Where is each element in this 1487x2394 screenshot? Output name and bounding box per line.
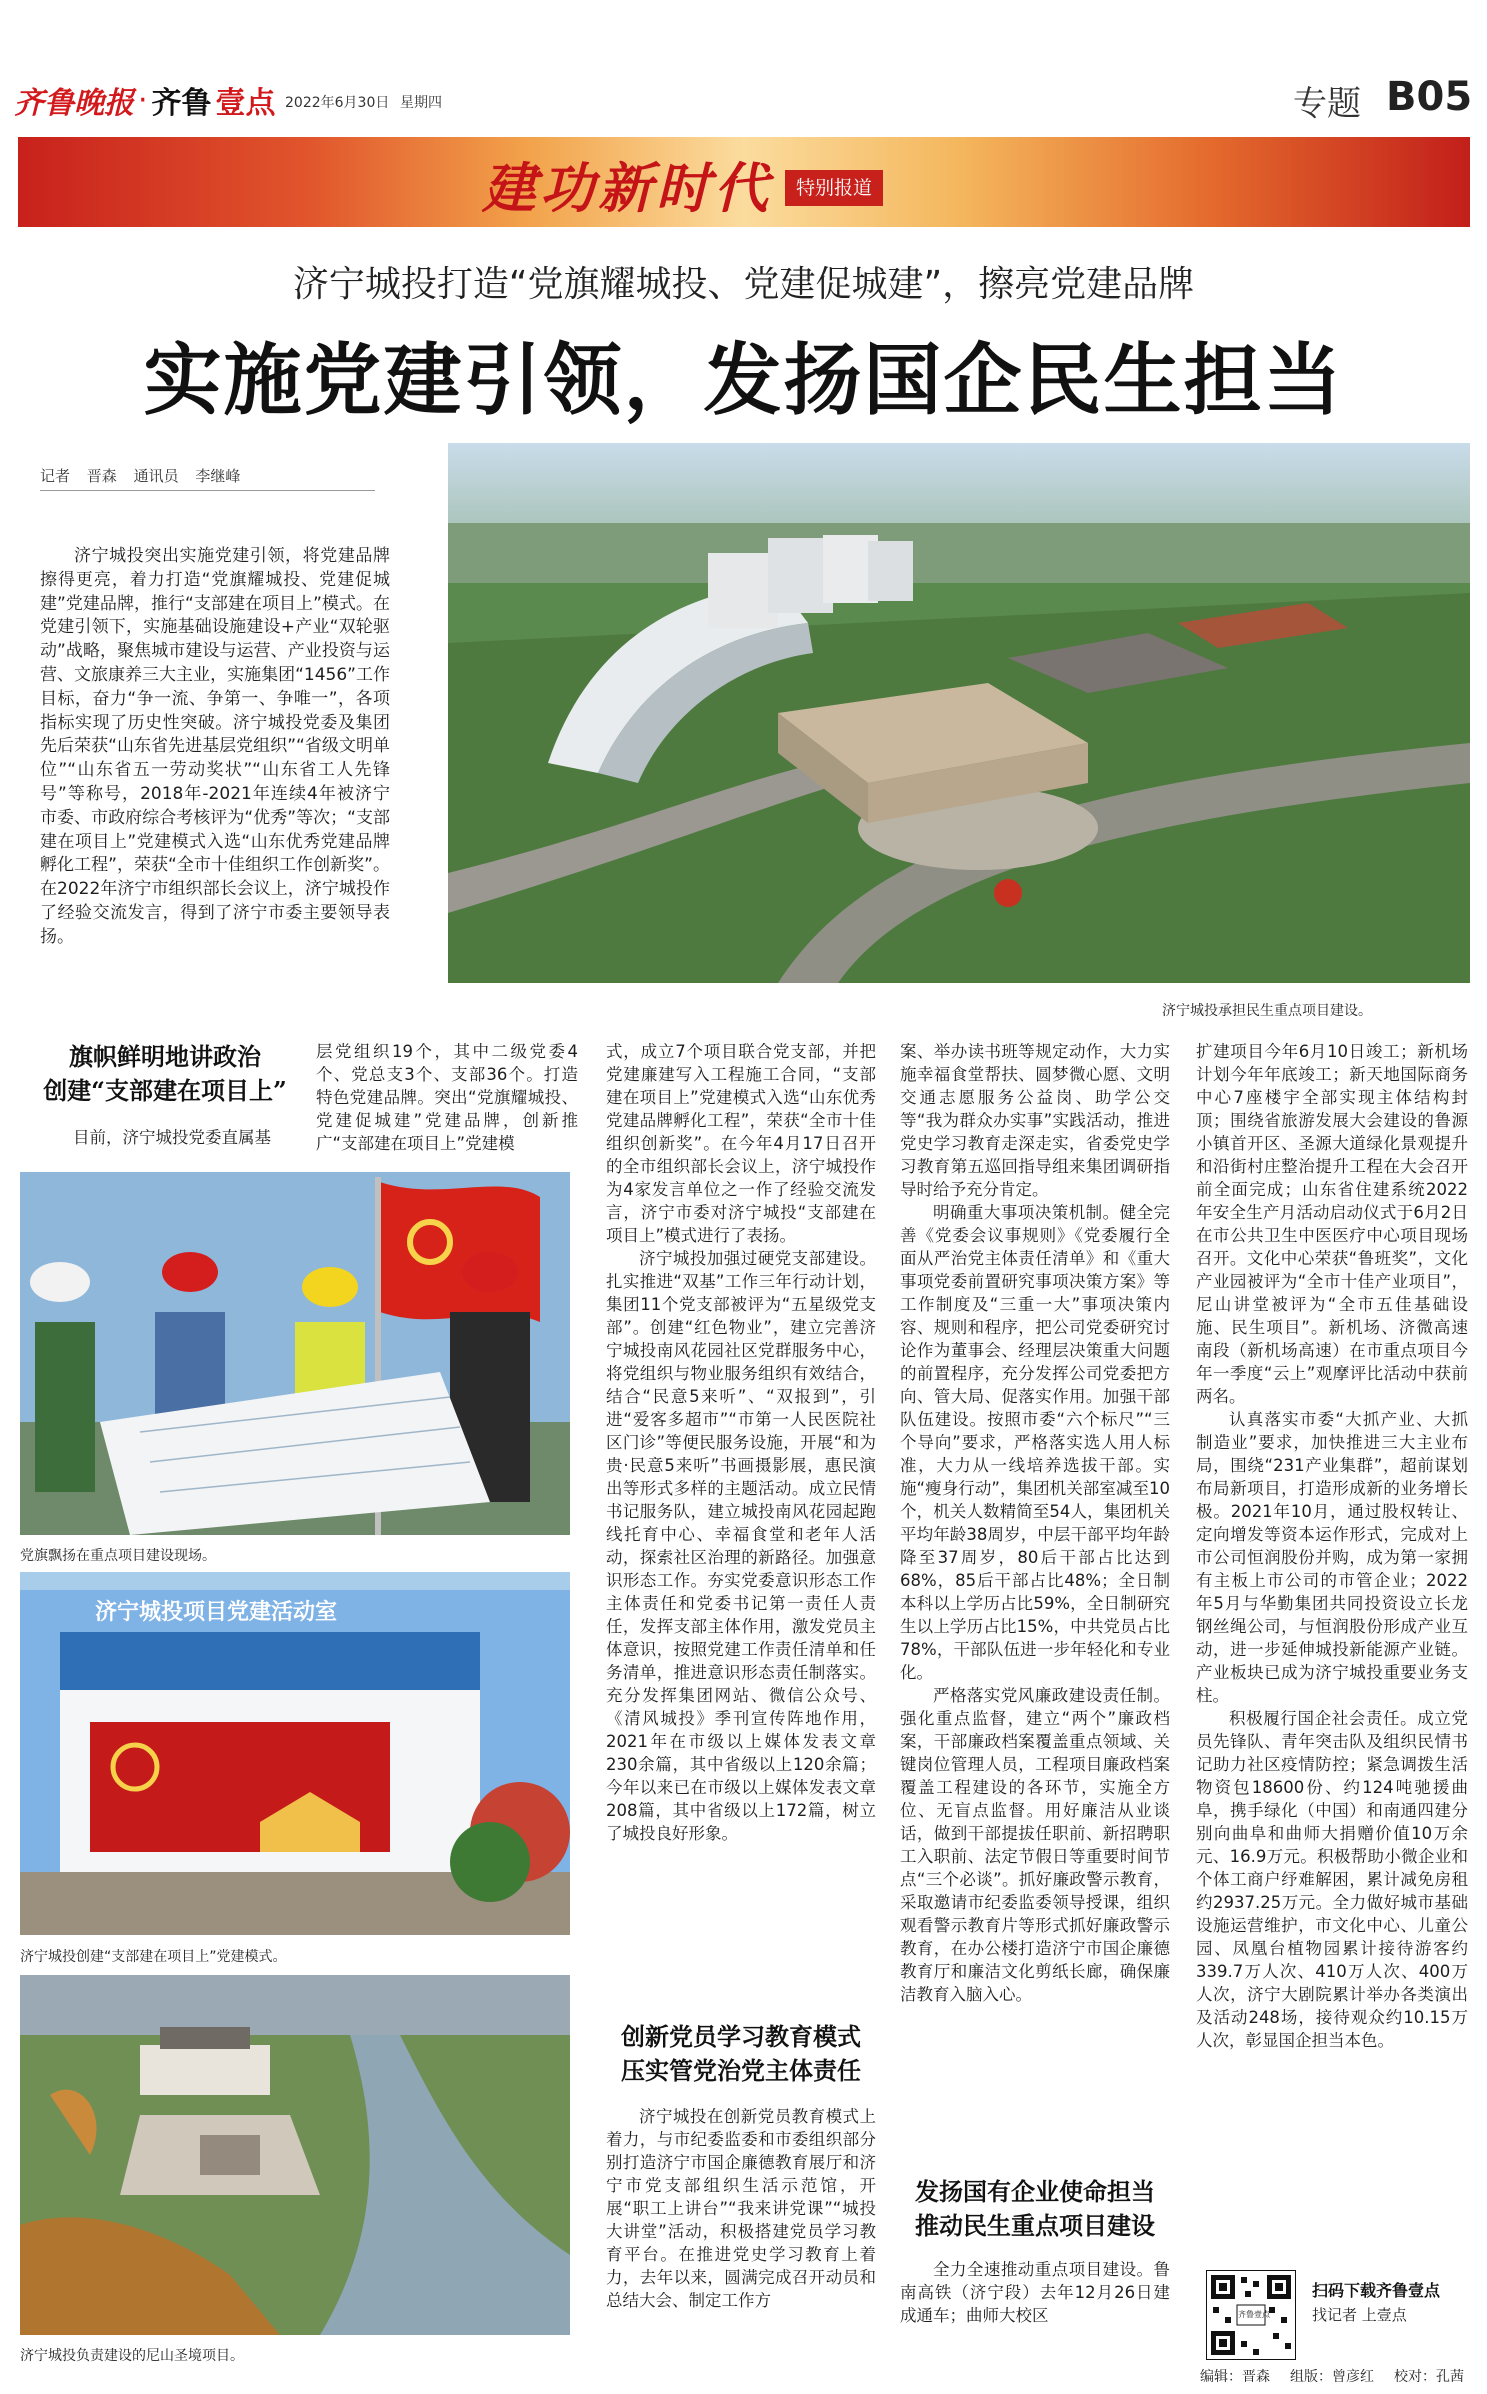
nishan-project-photo — [20, 1975, 570, 2335]
col3-para: 案、举办读书班等规定动作，大力实施幸福食堂帮扶、圆梦微心愿、文明交通志愿服务公益岗、助学公交等“我为群众办实事”实践活动，推进党史学习教育走深走实，省委党史学习教育第五巡回指导组来集团调研指导时给予充分肯定。 — [900, 1042, 1170, 1199]
photo3-caption: 济宁城投负责建设的尼山圣境项目。 — [20, 2348, 244, 2364]
col1-para: 层党组织19个，其中二级党委4个、党总支3个、支部36个。打造特色党建品牌。突出“党旗耀城投、党建促城建”党建品牌，创新推广“支部建在项目上”党建模 — [316, 1042, 578, 1153]
article-headline: 实施党建引领，发扬国企民生担当 — [143, 335, 1344, 426]
section3-title — [900, 2175, 1170, 2243]
column-3 — [900, 1040, 1170, 2006]
photo1-caption: 党旗飘扬在重点项目建设现场。 — [20, 1548, 216, 1564]
section3-body — [900, 2258, 1170, 2327]
section2-title-line1: 创新党员学习教育模式 — [621, 2022, 861, 2051]
newspaper-logo — [14, 78, 276, 122]
footer-credits — [1200, 2366, 1464, 2386]
article-intro: 济宁城投突出实施党建引领，将党建品牌擦得更亮，着力打造“党旗耀城投、党建促城建”党建品牌，推行“支部建在项目上”模式。在党建引领下，实施基础设施建设+产业“双轮驱动”战略，聚焦城市建设与运营、产业投资与运营、文旅康养三大主业，实施集团“1456”工作目标，奋力“争一流、争第一、争唯一”，各项指标实现了历史性突破。济宁城投党委及集团先后荣获“山东省先进基层党组织”“省级文明单位”“山东省五一劳动奖状”“山东省工人先锋号”等称号，2018年-2021年连续4年被济宁市委、市政府综合考核评为“优秀”等次；“支部建在项目上”党建模式入选“山东优秀党建品牌孵化工程”，荣获“全市十佳组织工作创新奖”。在2022年济宁市组织部长会议上，济宁城投作了经验交流发言，得到了济宁市委主要领导表扬。 — [40, 546, 390, 947]
logo-text-yidian: 壹点 — [215, 86, 276, 121]
column-1 — [316, 1040, 578, 1155]
col3-para: 明确重大事项决策机制。健全完善《党委会议事规则》《党委履行全面从严治党主体责任清单》和《重大事项党委前置研究事项决策方案》等工作制度及“三重一大”事项决策内容、规则和程序，把公司党委研究讨论作为董事会、经理层决策重大问题的前置程序，充分发挥公司党委把方向、管大局、促落实作用。加强干部队伍建设。按照市委“六个标尺”“三个导向”要求，严格落实选人用人标准，大力从一线培养选拔干部。实施“瘦身行动”，集团机关部室减至10个，机关人数精简至54人，集团机关平均年龄38周岁，中层干部平均年龄降至37周岁，80后干部占比达到68%，85后干部占比48%；全日制本科以上学历占比59%，全日制研究生以上学历占比15%，中共党员占比78%，干部队伍进一步年轻化和专业化。 — [900, 1203, 1170, 1682]
section2-title — [606, 2020, 876, 2088]
footer-editor: 编辑：晋森 — [1200, 2369, 1270, 2385]
section2-para: 济宁城投在创新党员教育模式上着力，与市纪委监委和市委组织部分别打造济宁市国企廉德教育展厅和济宁市党支部组织生活示范馆，开展“职工上讲台”“我来讲党课”“城投大讲堂”活动，积极搭建党员学习教育平台。在推进党史学习教育上着力，去年以来，圆满完成召开动员和总结大会、制定工作方 — [606, 2107, 876, 2310]
col3-para: 严格落实党风廉政建设责任制。强化重点监督，建立“两个”廉政档案，干部廉政档案覆盖重点领域、关键岗位管理人员，工程项目廉政档案覆盖工程建设的各环节，实施全方位、无盲点监督。用好廉洁从业谈话，做到干部提拔任职前、新招聘职工入职前、法定节假日等重要时间节点“三个必谈”。抓好廉政警示教育，采取邀请市纪委监委领导授课，组织观看警示教育片等形式抓好廉政警示教育，在办公楼打造济宁市国企廉德教育厅和廉洁文化剪纸长廊，确保廉洁教育入脑入心。 — [900, 1686, 1170, 2004]
section1-title — [20, 1040, 310, 1108]
section1-intro-text: 目前，济宁城投党委直属基 — [73, 1128, 271, 1147]
aerial-project-photo — [448, 443, 1470, 983]
top-photo-caption: 济宁城投承担民生重点项目建设。 — [1162, 1003, 1372, 1019]
byline-reporter: 晋森 — [86, 467, 117, 485]
byline-reporter-label: 记者 — [40, 467, 71, 485]
section2-title-line2: 压实管党治党主体责任 — [621, 2056, 861, 2085]
workers-flag-photo — [20, 1172, 570, 1535]
footer-scan-sub: 找记者 上壹点 — [1312, 2306, 1407, 2324]
section1-title-line2: 创建“支部建在项目上” — [43, 1076, 287, 1105]
section1-intro — [40, 1126, 302, 1149]
section3-title-line2: 推动民生重点项目建设 — [915, 2211, 1155, 2240]
activity-room-photo — [20, 1572, 570, 1935]
logo-dot: · — [138, 82, 148, 118]
photo2-caption: 济宁城投创建“支部建在项目上”党建模式。 — [20, 1949, 287, 1965]
issue-weekday: 星期四 — [400, 95, 442, 111]
col2-para: 式，成立7个项目联合党支部，并把党建廉建写入工程施工合同，“支部建在项目上”党建模式入选“山东优秀党建品牌孵化工程”，荣获“全市十佳组织创新奖”。在今年4月17日召开的全市组织部长会议上，济宁城投作为4家发言单位之一作了经验交流发言，济宁市委对济宁城投“支部建在项目上”模式进行了表扬。 — [606, 1042, 876, 1245]
byline-correspondent: 李继峰 — [195, 467, 241, 485]
section-name: 专题 — [1293, 84, 1361, 124]
column-4 — [1196, 1040, 1468, 2052]
logo-text-qilu: 齐鲁 — [151, 86, 212, 121]
section3-title-line1: 发扬国有企业使命担当 — [915, 2177, 1155, 2206]
qr-label: 齐鲁壹点 — [1238, 2310, 1270, 2319]
section1-title-line1: 旗帜鲜明地讲政治 — [69, 1042, 261, 1071]
col2-para: 济宁城投加强过硬党支部建设。扎实推进“双基”工作三年行动计划，集团11个党支部被评为“五星级党支部”。创建“红色物业”，建立完善济宁城投南风花园社区党群服务中心，将党组织与物业服务组织有效结合，结合“民意5来听”、“双报到”，引进“爱客多超市”“市第一人民医院社区门诊”等便民服务设施，开展“和为贵·民意5来听”书画摄影展，惠民演出等形式多样的主题活动。成立民情书记服务队，建立城投南风花园起跑线托育中心、幸福食堂和老年人活动，探索社区治理的新路径。加强意识形态工作。夯实党委意识形态工作主体责任和党委书记第一责任人责任，发挥支部主体作用，激发党员主体意识，按照党建工作责任清单和任务清单，推进意识形态责任制落实。充分发挥集团网站、微信公众号、《清风城投》季刊宣传阵地作用，2021年在市级以上媒体发表文章230余篇，其中省级以上120余篇；今年以来已在市级以上媒体发表文章208篇，其中省级以上172篇，树立了城投良好形象。 — [606, 1249, 876, 1843]
col4-para: 认真落实市委“大抓产业、大抓制造业”要求，加快推进三大主业布局，围绕“231产业集群”，超前谋划布局新项目，打造形成新的业务增长极。2021年10月，通过股权转让、定向增发等资本运作形式，完成对上市公司恒润股份并购，成为第一家拥有主板上市公司的市管企业；2022年5月与华勤集团共同投资设立长龙钢丝绳公司，与恒润股份形成产业互动，进一步延伸城投新能源产业链。产业板块已成为济宁城投重要业务支柱。 — [1196, 1410, 1468, 1705]
col4-para: 扩建项目今年6月10日竣工；新机场计划今年年底竣工；新天地国际商务中心7座楼宇全部实现主体结构封顶；围绕省旅游发展大会建设的鲁源小镇首开区、圣源大道绿化景观提升和沿街村庄整治提升工程在大会召开前全面完成；山东省住建系统2022年安全生产月活动启动仪式于6月2日在市公共卫生中医医疗中心项目现场召开。文化中心荣获“鲁班奖”，文化产业园被评为“全市十佳产业项目”，尼山讲堂被评为“全市五佳基础设施、民生项目”。新机场、济微高速南段（新机场高速）在市重点项目今年一季度“云上”观摩评比活动中获前两名。 — [1196, 1042, 1468, 1406]
banner-tag: 特别报道 — [785, 170, 883, 206]
logo-text-qilu-evening: 齐鲁晚报 — [14, 86, 134, 121]
issue-date: 2022年6月30日 — [285, 95, 390, 111]
col4-para: 积极履行国企社会责任。成立党员先锋队、青年突击队及组织民情书记助力社区疫情防控；紧急调拨生活物资包18600份、约124吨驰援曲阜，携手绿化（中国）和南通四建分别向曲阜和曲师大捐赠价值10万余元、16.9万元。积极帮助小微企业和个体工商户纾难解困，累计减免房租约2937.25万元。全力做好城市基础设施运营维护，市文化中心、儿童公园、凤凰台植物园累计接待游客约339.7万人次、410万人次、400万人次，济宁大剧院累计举办各类演出及活动248场，接待观众约10.15万人次，彰显国企担当本色。 — [1196, 1709, 1468, 2050]
footer-layout: 组版：曾彦红 — [1290, 2369, 1374, 2385]
page-number: B05 — [1386, 74, 1473, 120]
article-kicker: 济宁城投打造“党旗耀城投、党建促城建”，擦亮党建品牌 — [292, 264, 1195, 305]
column-2 — [606, 1040, 876, 1845]
section3-para: 全力全速推动重点项目建设。鲁南高铁（济宁段）去年12月26日建成通车；曲师大校区 — [900, 2260, 1170, 2325]
activity-room-sign: 济宁城投项目党建活动室 — [95, 1600, 338, 1625]
banner-title: 建功新时代 — [482, 156, 772, 220]
qr-code[interactable] — [1206, 2270, 1296, 2360]
section2-body — [606, 2105, 876, 2312]
byline — [40, 465, 375, 491]
footer-proof: 校对：孔茜 — [1394, 2369, 1464, 2385]
byline-correspondent-label: 通讯员 — [133, 467, 179, 485]
footer-scan-text: 扫码下载齐鲁壹点 — [1312, 2281, 1441, 2300]
